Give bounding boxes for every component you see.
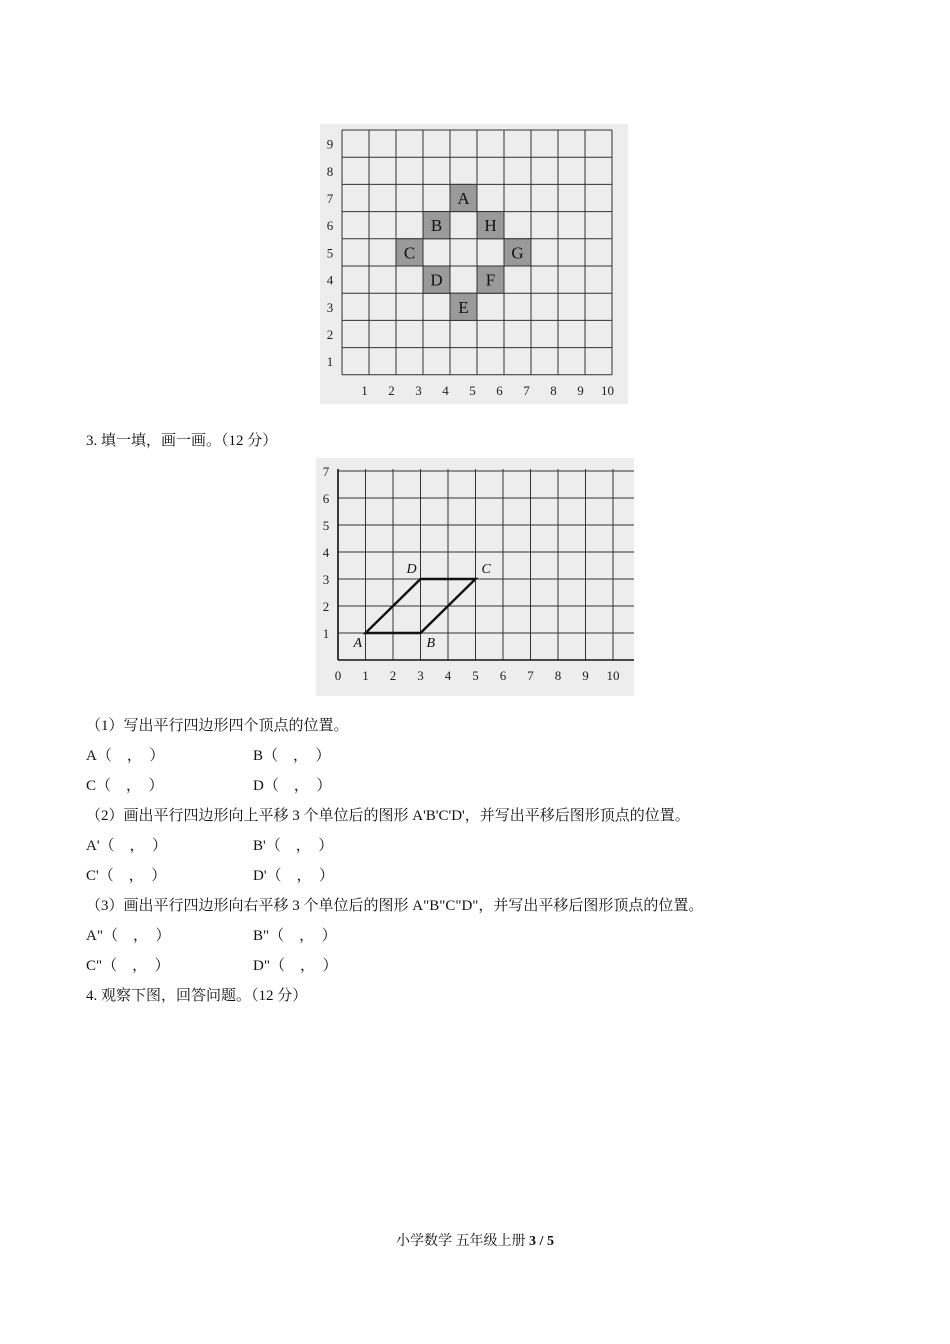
footer-total: 5 (546, 1234, 554, 1249)
grid1-cell-label-h: H (484, 216, 497, 236)
grid2-x-tick-label: 6 (499, 668, 507, 683)
answer-a-prime: A'（ ， ） (86, 838, 168, 854)
answer-b-double-prime: B"（ ， ） (253, 928, 337, 944)
q3-part1-text: （1）写出平行四边形四个顶点的位置。 (86, 718, 349, 734)
answer-a: A（ ， ） (86, 748, 165, 764)
grid2-y-tick-label: 4 (322, 545, 330, 560)
vertex-label-a: A (353, 636, 363, 651)
footer-sep: / (536, 1234, 547, 1249)
grid1-cell-label-f: F (485, 270, 496, 290)
grid1-cell-label-d: D (430, 270, 443, 290)
grid1-x-tick-label: 9 (577, 382, 584, 398)
grid1-x-tick-label: 6 (496, 382, 503, 398)
grid2-y-tick-label: 1 (322, 626, 330, 641)
grid1-y-tick-label: 3 (326, 299, 334, 315)
question-4-title: 4. 观察下图，回答问题。（12 分） (86, 988, 308, 1004)
grid1-y-tick-label: 9 (326, 136, 334, 152)
grid1-cell-label-c: C (403, 243, 416, 263)
answer-b-prime: B'（ ， ） (253, 838, 334, 854)
grid1-y-tick-label: 5 (326, 245, 334, 261)
grid2-x-tick-label: 1 (362, 668, 369, 683)
coordinate-grid-figure-1 (320, 124, 628, 404)
grid2-y-tick-label: 5 (322, 518, 330, 533)
vertex-label-d: D (406, 562, 417, 577)
grid1-x-tick-label: 5 (469, 382, 476, 398)
grid1-cell-label-g: G (511, 243, 524, 263)
vertex-label-b: B (426, 636, 436, 651)
grid1-cell-label-e: E (458, 297, 469, 317)
grid2-x-tick-label: 7 (527, 668, 534, 683)
grid1-y-tick-label: 1 (326, 354, 334, 370)
grid2-y-tick-label: 3 (322, 572, 330, 587)
grid2-x-tick-label: 0 (334, 668, 342, 683)
grid-2-svg (316, 458, 634, 696)
grid2-x-tick-label: 9 (582, 668, 589, 683)
answer-a-double-prime: A"（ ， ） (86, 928, 171, 944)
grid2-x-tick-label: 10 (606, 668, 620, 683)
grid-1-svg (320, 124, 628, 404)
answer-d-double-prime: D"（ ， ） (253, 958, 338, 974)
answer-d: D（ ， ） (253, 778, 332, 794)
grid1-x-tick-label: 10 (601, 382, 614, 398)
answer-c-prime: C'（ ， ） (86, 868, 167, 884)
grid2-y-tick-label: 6 (322, 491, 330, 506)
grid1-x-tick-label: 7 (523, 382, 530, 398)
grid1-x-tick-label: 3 (415, 382, 422, 398)
grid2-x-tick-label: 4 (444, 668, 452, 683)
grid2-x-tick-label: 8 (554, 668, 562, 683)
answer-b: B（ ， ） (253, 748, 331, 764)
grid2-x-tick-label: 3 (417, 668, 424, 683)
grid1-x-tick-label: 1 (361, 382, 368, 398)
grid2-x-tick-label: 5 (472, 668, 479, 683)
page-footer (0, 1230, 950, 1250)
answer-c: C（ ， ） (86, 778, 164, 794)
grid2-y-tick-label: 2 (322, 599, 330, 614)
answer-d-prime: D'（ ， ） (253, 868, 335, 884)
question-3-title: 3. 填一填，画一画。（12 分） (86, 433, 278, 449)
grid1-y-tick-label: 7 (326, 191, 334, 206)
vertex-label-c: C (481, 562, 491, 577)
grid1-y-tick-label: 2 (326, 327, 334, 342)
grid2-x-tick-label: 2 (389, 668, 397, 683)
grid1-y-tick-label: 6 (326, 218, 334, 234)
grid1-cell-label-b: B (430, 216, 443, 236)
q3-part3-text: （3）画出平行四边形向右平移 3 个单位后的图形 A"B"C"D"，并写出平移后图形顶点的位置。 (86, 898, 704, 914)
answer-c-double-prime: C"（ ， ） (86, 958, 170, 974)
grid1-x-tick-label: 4 (442, 382, 449, 398)
grid1-x-tick-label: 2 (388, 382, 395, 398)
grid1-y-tick-label: 4 (326, 272, 334, 288)
grid1-cell-label-a: A (457, 189, 470, 208)
grid2-y-tick-label: 7 (322, 464, 330, 479)
q3-part2-text: （2）画出平行四边形向上平移 3 个单位后的图形 A'B'C'D'，并写出平移后图形顶点的位置。 (86, 808, 690, 824)
coordinate-grid-figure-2 (316, 458, 634, 696)
grid1-x-tick-label: 8 (550, 382, 557, 398)
grid1-y-tick-label: 8 (326, 163, 334, 179)
footer-page: 3 (529, 1234, 537, 1249)
footer-subject: 小学数学 五年级上册 (396, 1234, 530, 1249)
